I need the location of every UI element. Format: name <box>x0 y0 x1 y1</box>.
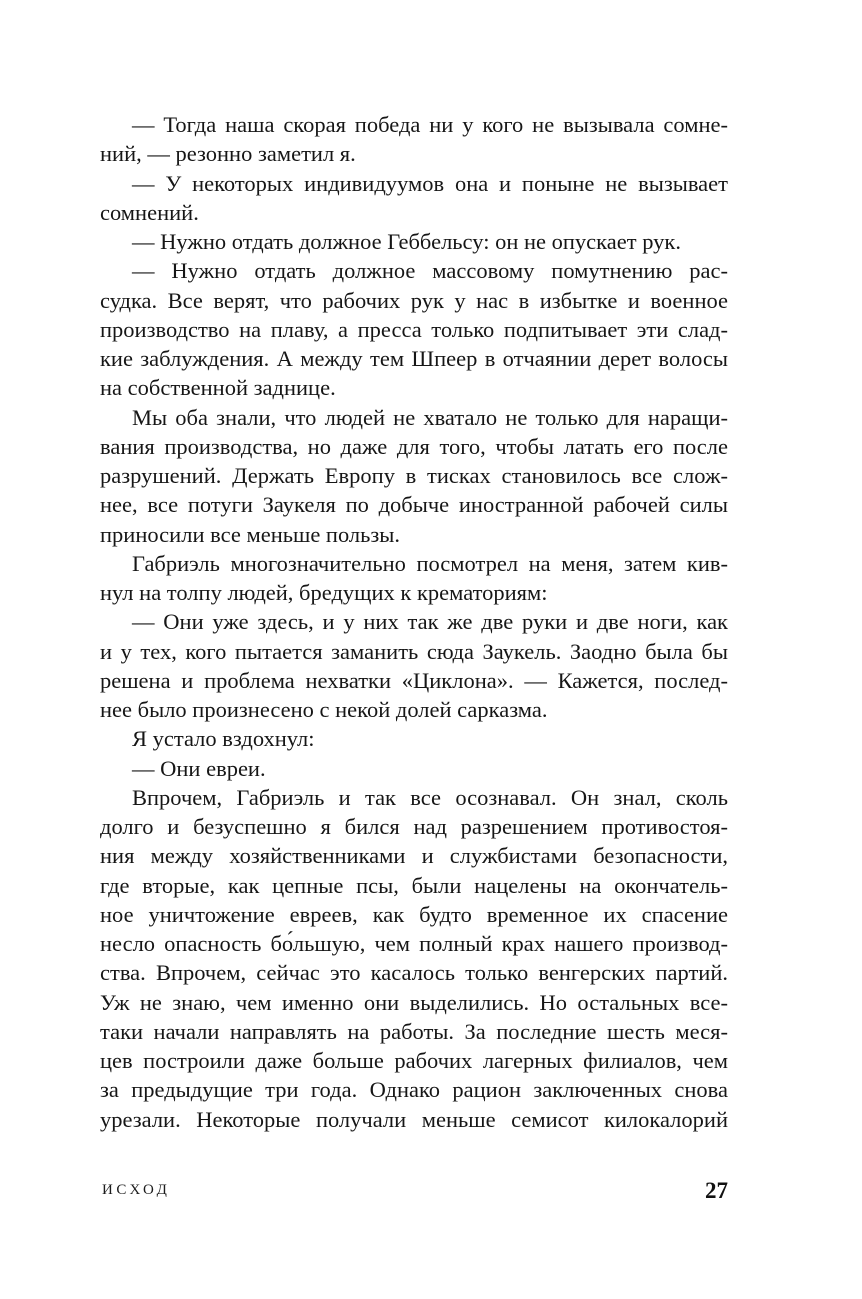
text-line: нее, все потуги Заукеля по добыче иностранной рабочей силы <box>100 492 728 518</box>
text-line: урезали. Некоторые получали меньше семисот килокалорий <box>100 1106 728 1132</box>
text-line: — Они уже здесь, и у них так же две руки и две ноги, как <box>132 609 728 635</box>
text-line: Я устало вздохнул: <box>132 726 315 752</box>
text-line: решена и проблема нехватки «Циклона». — Кажется, послед- <box>100 667 728 693</box>
text-line: сомнений. <box>100 199 199 225</box>
text-line: Мы оба знали, что людей не хватало не только для наращи- <box>132 404 728 430</box>
page-footer <box>100 1178 728 1208</box>
paragraph <box>100 754 728 783</box>
text-line: долго и безуспешно я бился над разрешением противостоя- <box>100 814 728 839</box>
text-line: ное уничтожение евреев, как будто временное их спасение <box>100 901 728 927</box>
text-line: Уж не знаю, чем именно они выделились. Но остальных все- <box>100 989 728 1015</box>
paragraph <box>100 724 728 753</box>
paragraph <box>100 256 728 402</box>
paragraph <box>100 227 728 256</box>
text-line: судка. Все верят, что рабочих рук у нас в избытке и военное <box>100 287 728 313</box>
text-line: — У некоторых индивидуумов она и поныне не вызывает <box>132 170 728 196</box>
text-line: несло опасность бо́льшую, чем полный крах нашего производ- <box>100 931 728 956</box>
text-line: — Нужно отдать должное массовому помутнению рас- <box>132 258 728 284</box>
text-line: ния между хозяйственниками и службистами безопасности, <box>100 843 728 869</box>
text-block <box>100 110 728 1134</box>
page-number: 27 <box>705 1178 728 1203</box>
text-line: за предыдущие три года. Однако рацион заключенных снова <box>100 1077 728 1103</box>
text-line: — Они евреи. <box>132 755 266 781</box>
text-line: приносили все меньше пользы. <box>100 521 401 547</box>
text-line: ства. Впрочем, сейчас это касалось только венгерских партий. <box>100 960 728 986</box>
text-line: ний, — резонно заметил я. <box>100 141 356 167</box>
running-title: ИСХОД <box>102 1182 171 1198</box>
text-line: и у тех, кого пытается заманить сюда Заукель. Заодно была бы <box>100 638 728 664</box>
text-line: нул на толпу людей, бредущих к крематориям: <box>100 580 548 605</box>
text-line: производство на плаву, а пресса только подпитывает эти слад- <box>100 316 728 342</box>
text-line: цев построили даже больше рабочих лагерных филиалов, чем <box>100 1048 728 1073</box>
text-line: — Тогда наша скорая победа ни у кого не вызывала сомне- <box>132 112 728 137</box>
text-line: Габриэль многозначительно посмотрел на меня, затем кив- <box>132 550 728 576</box>
text-line: кие заблуждения. А между тем Шпеер в отчаянии дерет волосы <box>100 346 728 371</box>
paragraph <box>100 783 728 1134</box>
paragraph <box>100 607 728 724</box>
paragraph <box>100 549 728 608</box>
text-line: разрушений. Держать Европу в тисках становилось все слож- <box>100 463 728 488</box>
paragraph <box>100 169 728 228</box>
text-line: где вторые, как цепные псы, были нацелены на окончатель- <box>100 872 728 898</box>
text-line: нее было произнесено с некой долей сарказма. <box>100 697 548 722</box>
text-line: таки начали направлять на работы. За последние шесть меся- <box>100 1018 728 1044</box>
paragraph <box>100 403 728 549</box>
text-line: на собственной заднице. <box>100 375 336 401</box>
text-line: вания производства, но даже для того, чтобы латать его после <box>100 433 728 459</box>
text-line: — Нужно отдать должное Геббельсу: он не опускает рук. <box>132 229 681 254</box>
text-line: Впрочем, Габриэль и так все осознавал. Он знал, сколь <box>132 784 728 810</box>
paragraph <box>100 110 728 169</box>
